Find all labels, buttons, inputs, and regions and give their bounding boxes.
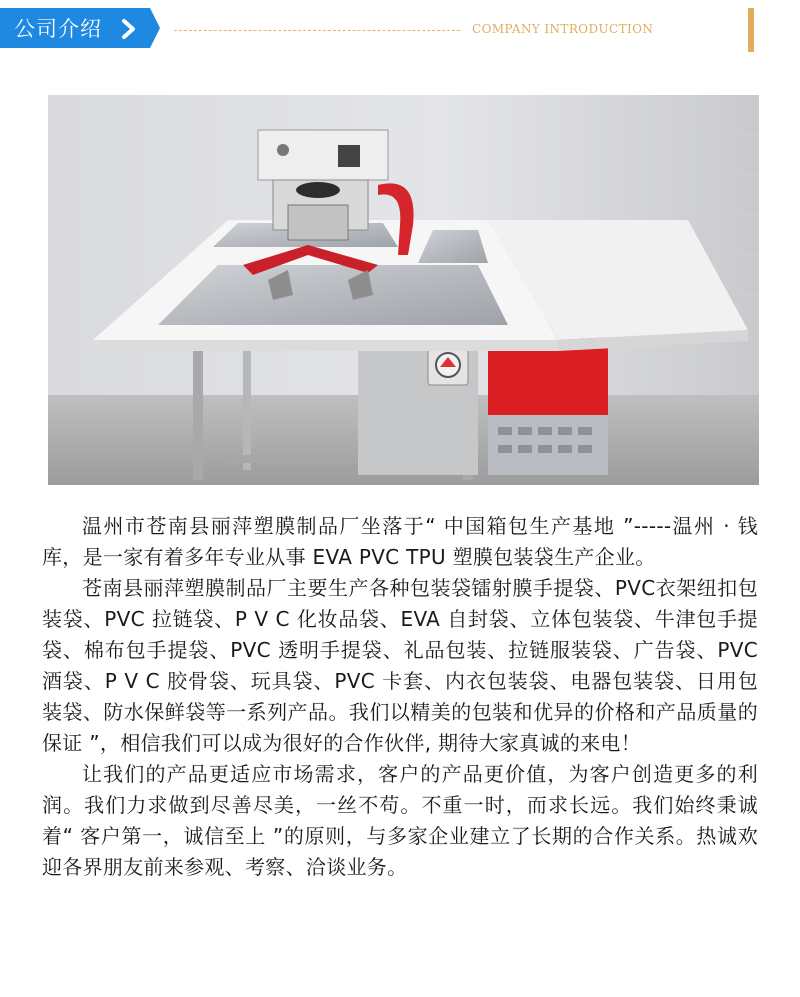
section-subtitle: COMPANY INTRODUCTION (472, 22, 654, 36)
product-photo (48, 95, 759, 485)
company-intro-text (42, 511, 758, 883)
header-accent-bar (748, 8, 754, 52)
header-divider (174, 30, 460, 31)
chevron-right-icon (120, 18, 138, 40)
intro-paragraph: 让我们的产品更适应市场需求，客户的产品更价值，为客户创造更多的利润。我们力求做到尽善尽美，一丝不苟。不重一时，而求长远。我们始终秉诚着“ 客户第一，诚信至上 ”的原则，与多家企业建立了长期的合作关系。热诚欢迎各界朋友前来参观、考察、洽谈业务。 (42, 762, 758, 879)
section-header (0, 0, 800, 60)
intro-paragraph: 温州市苍南县丽萍塑膜制品厂坐落于“ 中国箱包生产基地 ”-----温州 · 钱库，是一家有着多年专业从事 EVA PVC TPU 塑膜包装袋生产企业。 (42, 514, 758, 569)
section-title: 公司介绍 (14, 17, 102, 41)
intro-paragraph: 苍南县丽萍塑膜制品厂主要生产各种包装袋镭射膜手提袋、PVC衣架纽扣包装袋、PVC 拉链袋、P V C 化妆品袋、EVA 自封袋、立体包装袋、牛津包手提袋、棉布包手提袋、PVC 透明手提袋、礼品包装、拉链服装袋、广告袋、PVC 酒袋、P V C 胶骨袋、玩具袋、PVC 卡套、内衣包装袋、电器包装袋、日用包装袋、防水保鲜袋等一系列产品。我们以精美的包装和优异的价格和产品质量的保证 ”，相信我们可以成为很好的合作伙伴, 期待大家真诚的来电！ (42, 576, 758, 755)
